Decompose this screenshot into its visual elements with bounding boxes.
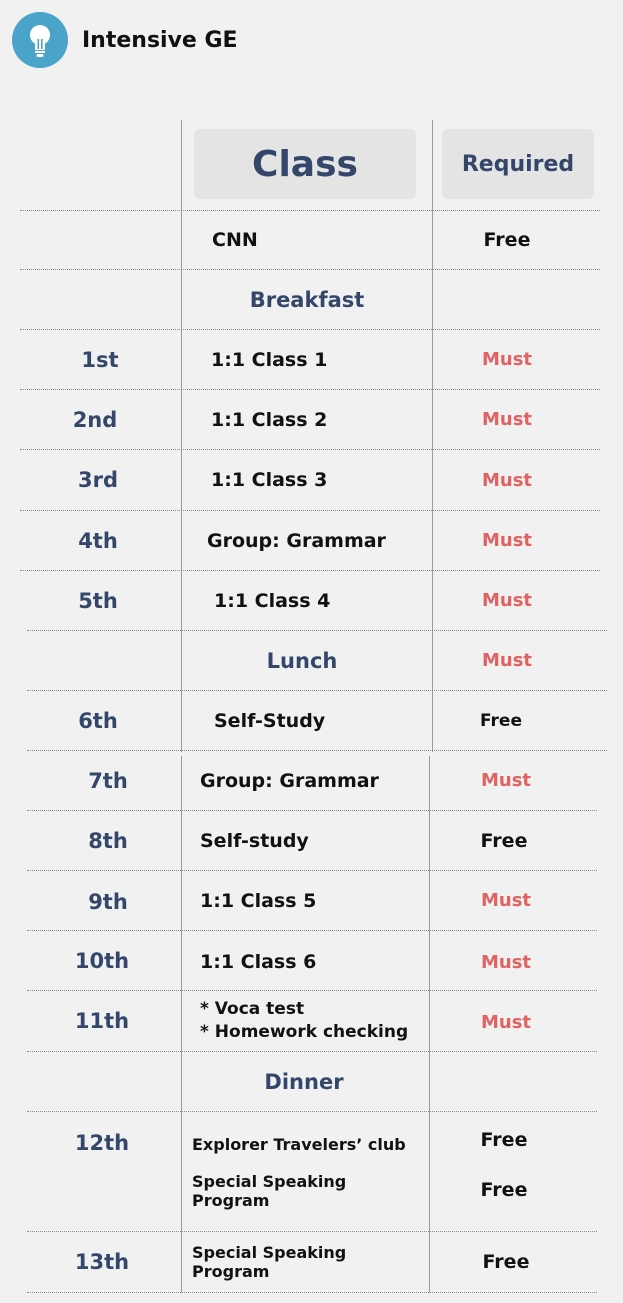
required-cell: Must (481, 650, 533, 671)
column-header-required: Required (442, 129, 594, 199)
class-line: * Voca test (200, 999, 305, 1019)
class-cell: 1:1 Class 6 (200, 951, 317, 973)
period-label: 4th (78, 528, 118, 553)
class-cell: Special Speaking Program (192, 1243, 347, 1281)
period-label: 2nd (72, 407, 118, 432)
page-header (12, 12, 238, 68)
class-cell: CNN (212, 229, 258, 251)
meal-break-label: Dinner (264, 1069, 344, 1094)
class-cell: 1:1 Class 4 (214, 589, 331, 612)
period-label: 8th (88, 828, 128, 853)
class-line: * Homework checking (200, 1022, 409, 1042)
class-cell: Group: Grammar (200, 769, 379, 792)
required-cell: Free (480, 1179, 528, 1201)
class-cell: Self-study (200, 829, 309, 852)
required-cell: Must (480, 890, 532, 911)
meal-break-label: Lunch (266, 648, 338, 673)
class-cell: Self-Study (214, 709, 326, 732)
class-cell: 1:1 Class 2 (211, 408, 328, 431)
required-cell: Must (481, 469, 533, 491)
required-cell: Free (480, 829, 528, 852)
period-label: 10th (74, 948, 130, 973)
required-cell: Must (481, 409, 533, 430)
period-label: 3rd (77, 468, 118, 492)
class-cell: Group: Grammar (207, 529, 386, 552)
column-header-class: Class (194, 129, 416, 199)
required-cell: Must (481, 349, 533, 370)
required-cell: Must (481, 530, 533, 551)
class-cell (200, 991, 428, 1051)
class-cell: 1:1 Class 1 (211, 348, 328, 371)
required-cell: Must (480, 951, 532, 973)
required-cell: Free (480, 710, 522, 731)
required-cell: Free (482, 1251, 530, 1273)
required-cell: Must (480, 770, 532, 791)
required-cell: Free (480, 1129, 528, 1151)
period-label: 12th (74, 1131, 130, 1155)
period-label: 5th (78, 588, 118, 613)
period-label: 1st (81, 347, 119, 372)
class-cell: Special Speaking Program (192, 1172, 347, 1210)
required-cell: Free (483, 229, 531, 251)
required-cell: Must (480, 1011, 532, 1033)
row-divider (27, 1292, 597, 1293)
period-label: 6th (78, 708, 118, 733)
lightbulb-icon (12, 12, 68, 68)
class-cell: 1:1 Class 5 (200, 889, 317, 912)
page-title: Intensive GE (82, 27, 238, 53)
period-label: 13th (74, 1250, 130, 1274)
period-label: 9th (88, 890, 128, 914)
required-cell: Must (481, 590, 533, 611)
period-label: 11th (74, 1009, 130, 1033)
class-cell: 1:1 Class 3 (211, 469, 328, 491)
column-divider (181, 756, 182, 1293)
class-cell: Explorer Travelers’ club (192, 1134, 406, 1154)
meal-break-label: Breakfast (249, 287, 365, 312)
period-label: 7th (88, 768, 128, 793)
